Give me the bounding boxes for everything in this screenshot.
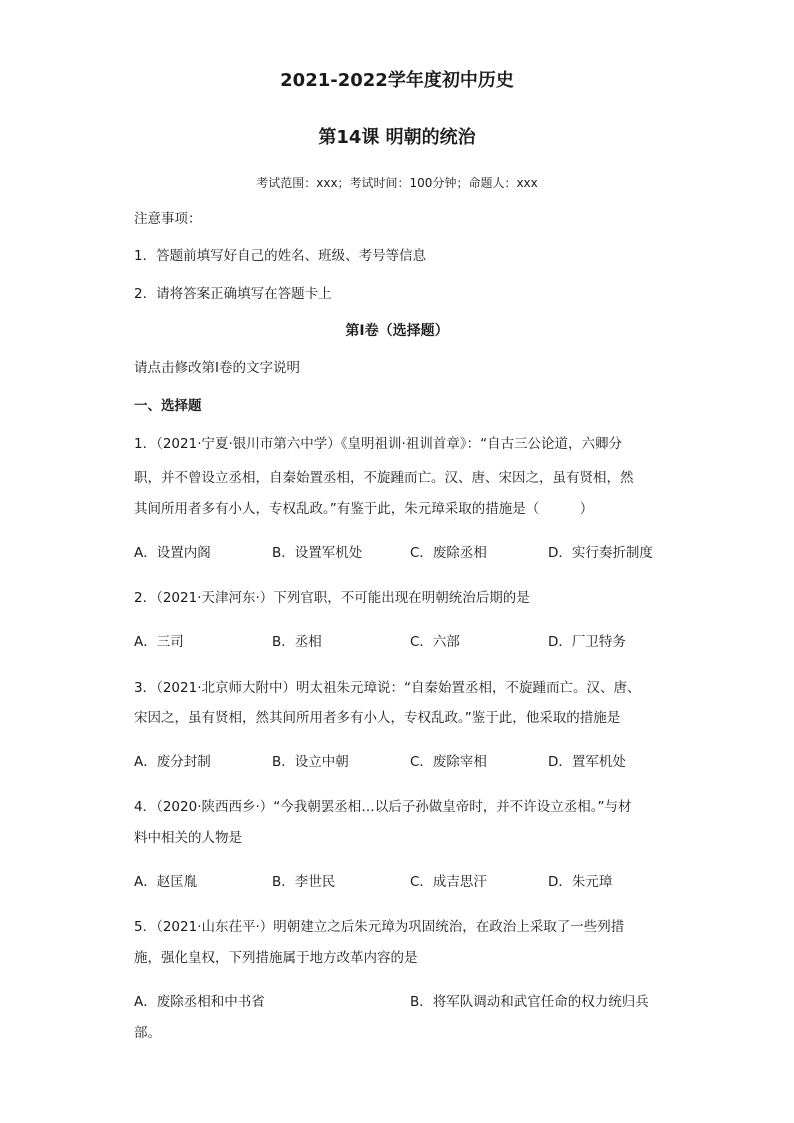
question-3-line: 宋因之，虽有贤相，然其间所用者多有小人，专权乱政。”鉴于此，他采取的措施是 xyxy=(134,710,621,726)
question-3-option-d[interactable]: D．置军机处 xyxy=(548,754,626,770)
question-2-line: 2．（2021·天津河东·）下列官职，不可能出现在明朝统治后期的是 xyxy=(134,590,530,606)
note-item: 1．答题前填写好自己的姓名、班级、考号等信息 xyxy=(134,248,427,264)
question-1-option-c[interactable]: C．废除丞相 xyxy=(410,545,487,561)
question-2-option-d[interactable]: D．厂卫特务 xyxy=(548,634,626,650)
question-1-line: 1．（2021·宁夏·银川市第六中学）《皇明祖训·祖训首章》：“自古三公论道，六卿分 xyxy=(134,436,623,452)
question-4-line: 4．（2020·陕西西乡·）“今我朝罢丞相…以后子孙做皇帝时，并不许设立丞相。”与材 xyxy=(134,799,632,815)
question-4-option-c[interactable]: C．成吉思汗 xyxy=(410,874,487,890)
section-title: 一、选择题 xyxy=(134,398,202,414)
question-5-option-b-continuation: 部。 xyxy=(134,1025,161,1041)
question-5-option-b[interactable]: B．将军队调动和武官任命的权力统归兵 xyxy=(410,994,649,1010)
question-5-line: 施，强化皇权，下列措施属于地方改革内容的是 xyxy=(134,950,418,966)
lesson-title: 第14课 明朝的统治 xyxy=(318,127,476,148)
question-3-option-b[interactable]: B．设立中朝 xyxy=(272,754,349,770)
question-4-option-d[interactable]: D．朱元璋 xyxy=(548,874,613,890)
question-5-line: 5．（2021·山东茌平·）明朝建立之后朱元璋为巩固统治，在政治上采取了一些列措 xyxy=(134,919,625,935)
question-3-option-c[interactable]: C．废除宰相 xyxy=(410,754,487,770)
question-1-option-a[interactable]: A．设置内阁 xyxy=(134,545,211,561)
question-2-option-a[interactable]: A．三司 xyxy=(134,634,184,650)
question-4-line: 料中相关的人物是 xyxy=(134,830,242,846)
question-5-option-a[interactable]: A．废除丞相和中书省 xyxy=(134,994,265,1010)
question-4-option-a[interactable]: A．赵匡胤 xyxy=(134,874,198,890)
question-1-line: 其间所用者多有小人，专权乱政。”有鉴于此，朱元璋采取的措施是（ ） xyxy=(134,501,594,517)
volume-description[interactable]: 请点击修改第I卷的文字说明 xyxy=(134,360,300,376)
question-2-option-c[interactable]: C．六部 xyxy=(410,634,460,650)
volume-title: 第I卷（选择题） xyxy=(345,323,449,339)
document-title: 2021-2022学年度初中历史 xyxy=(280,70,514,91)
question-1-option-b[interactable]: B．设置军机处 xyxy=(272,545,363,561)
question-3-line: 3．（2021·北京师大附中）明太祖朱元璋说：“自秦始置丞相，不旋踵而亡。汉、唐、 xyxy=(134,680,641,696)
exam-info: 考试范围：xxx；考试时间：100分钟；命题人：xxx xyxy=(256,176,538,190)
question-1-line: 职，并不曾设立丞相，自秦始置丞相，不旋踵而亡。汉、唐、宋因之，虽有贤相，然 xyxy=(134,470,634,486)
question-3-option-a[interactable]: A．废分封制 xyxy=(134,754,211,770)
question-2-option-b[interactable]: B．丞相 xyxy=(272,634,322,650)
question-1-option-d[interactable]: D．实行奏折制度 xyxy=(548,545,653,561)
note-item: 2．请将答案正确填写在答题卡上 xyxy=(134,286,332,302)
question-4-option-b[interactable]: B．李世民 xyxy=(272,874,336,890)
notes-heading: 注意事项： xyxy=(134,211,202,227)
